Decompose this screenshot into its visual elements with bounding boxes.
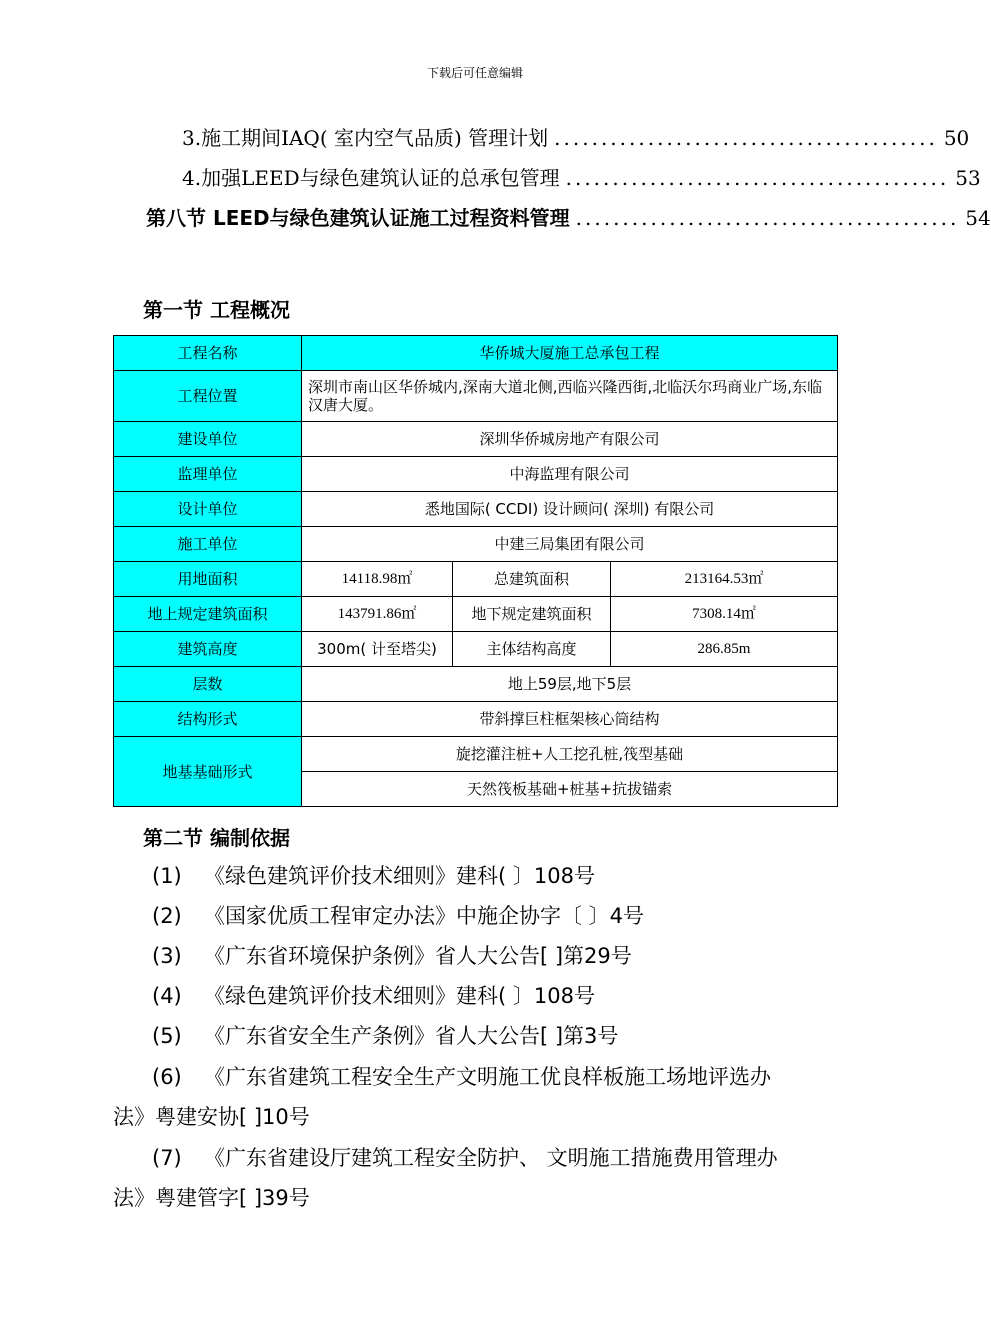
toc-leader: ......................................... [554, 126, 938, 150]
cell-value: 14118.98㎡ [302, 562, 453, 597]
cell-label: 建设单位 [114, 422, 302, 457]
cell-value: 华侨城大厦施工总承包工程 [302, 336, 838, 371]
cell-label: 主体结构高度 [453, 632, 611, 667]
cell-label: 地基基础形式 [114, 737, 302, 807]
toc-leader: ......................................... [565, 166, 950, 190]
reference-index: (4) [152, 984, 182, 1008]
reference-item [152, 856, 595, 896]
table-row [114, 597, 838, 632]
toc-leader: ......................................... [575, 206, 960, 230]
cell-value: 213164.53㎡ [611, 562, 838, 597]
cell-label: 层数 [114, 667, 302, 702]
cell-value: 286.85m [611, 632, 838, 667]
reference-index: (2) [152, 904, 182, 928]
table-row [114, 737, 838, 772]
cell-label: 设计单位 [114, 492, 302, 527]
toc-text: 加强LEED与绿色建筑认证的总承包管理 [201, 166, 560, 190]
reference-index: (3) [152, 944, 182, 968]
cell-value: 143791.86㎡ [302, 597, 453, 632]
toc-entry[interactable] [146, 202, 991, 232]
cell-value: 旋挖灌注桩+人工挖孔桩,筏型基础 [302, 737, 838, 772]
cell-label: 地上规定建筑面积 [114, 597, 302, 632]
table-row [114, 702, 838, 737]
reference-item-continuation: 法》粤建安协[ ]10号 [113, 1105, 310, 1129]
toc-number: 4. [182, 166, 202, 190]
section-title: 第二节 编制依据 [143, 826, 290, 850]
toc-text: 施工期间IAQ( 室内空气品质) 管理计划 [201, 126, 549, 150]
table-row [114, 527, 838, 562]
toc-page: 53 [955, 166, 981, 190]
cell-label: 结构形式 [114, 702, 302, 737]
cell-label: 施工单位 [114, 527, 302, 562]
reference-text: 《绿色建筑评价技术细则》建科( 〕108号 [204, 984, 595, 1008]
cell-value: 深圳市南山区华侨城内,深南大道北侧,西临兴隆西街,北临沃尔玛商业广场,东临汉唐大厦。 [302, 371, 838, 422]
reference-item [152, 896, 644, 936]
table-row [114, 632, 838, 667]
toc-page: 50 [943, 126, 970, 150]
page-header: 下载后可任意编辑 [426, 66, 523, 80]
toc-entry[interactable] [182, 122, 970, 152]
table-row [114, 562, 838, 597]
reference-text: 《广东省建筑工程安全生产文明施工优良样板施工场地评选办 [204, 1065, 771, 1089]
cell-label: 地下规定建筑面积 [453, 597, 611, 632]
table-row [114, 336, 838, 371]
cell-label: 工程位置 [114, 371, 302, 422]
reference-index: (7) [152, 1146, 182, 1170]
cell-value: 悉地国际( CCDI) 设计顾问( 深圳) 有限公司 [302, 492, 838, 527]
cell-value: 7308.14㎡ [611, 597, 838, 632]
cell-value: 300m( 计至塔尖) [302, 632, 453, 667]
reference-item [152, 1016, 618, 1056]
cell-value: 中海监理有限公司 [302, 457, 838, 492]
reference-item [152, 976, 595, 1016]
cell-label: 工程名称 [114, 336, 302, 371]
reference-item [152, 936, 632, 976]
cell-value: 深圳华侨城房地产有限公司 [302, 422, 838, 457]
cell-value: 中建三局集团有限公司 [302, 527, 838, 562]
reference-item-continuation: 法》粤建管字[ ]39号 [113, 1186, 310, 1210]
table-row [114, 422, 838, 457]
cell-label: 用地面积 [114, 562, 302, 597]
reference-text: 《广东省安全生产条例》省人大公告[ ]第3号 [204, 1024, 619, 1048]
cell-label: 建筑高度 [114, 632, 302, 667]
section-title: 第一节 工程概况 [143, 298, 290, 322]
reference-item [152, 1138, 778, 1178]
reference-index: (1) [152, 864, 182, 888]
reference-text: 《国家优质工程审定办法》中施企协字〔 〕4号 [204, 904, 645, 928]
reference-text: 《绿色建筑评价技术细则》建科( 〕108号 [204, 864, 595, 888]
reference-index: (6) [152, 1065, 182, 1089]
reference-item [152, 1057, 771, 1097]
toc-text: 第八节 LEED与绿色建筑认证施工过程资料管理 [146, 206, 570, 230]
toc-entry[interactable] [182, 162, 981, 192]
cell-value: 带斜撑巨柱框架核心筒结构 [302, 702, 838, 737]
table-row [114, 492, 838, 527]
table-row [114, 371, 838, 422]
cell-value: 地上59层,地下5层 [302, 667, 838, 702]
reference-text: 《广东省环境保护条例》省人大公告[ ]第29号 [204, 944, 632, 968]
reference-index: (5) [152, 1024, 182, 1048]
toc-number: 3. [182, 126, 202, 150]
project-overview-table [113, 335, 838, 807]
toc-page: 54 [965, 206, 991, 230]
table-row [114, 667, 838, 702]
cell-value: 天然筏板基础+桩基+抗拔锚索 [302, 772, 838, 807]
cell-label: 总建筑面积 [453, 562, 611, 597]
table-row [114, 457, 838, 492]
cell-label: 监理单位 [114, 457, 302, 492]
reference-text: 《广东省建设厅建筑工程安全防护、 文明施工措施费用管理办 [204, 1146, 778, 1170]
